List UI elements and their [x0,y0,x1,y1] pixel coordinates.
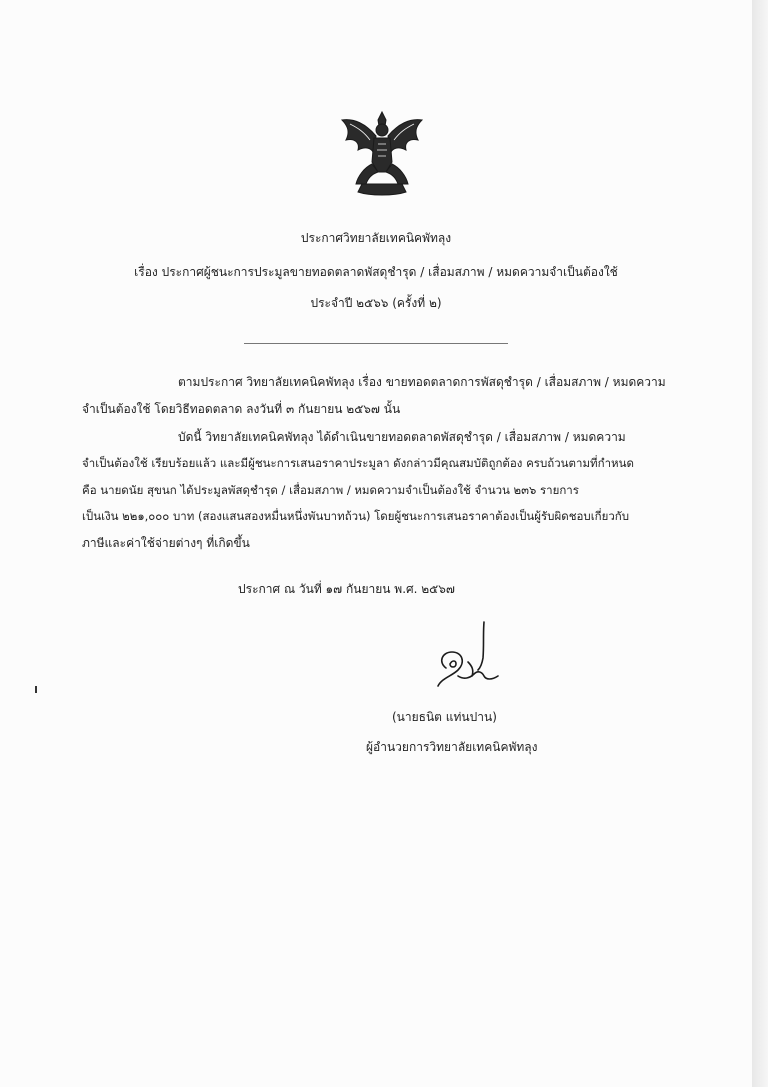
fiscal-year-line: ประจำปี ๒๕๖๖ (ครั้งที่ ๒) [310,296,442,310]
signatory-name: (นายธนิต แท่นปาน) [392,710,497,724]
scan-speck [35,686,37,693]
announcement-date: ประกาศ ณ วันที่ ๑๗ กันยายน พ.ศ. ๒๕๖๗ [238,582,455,596]
paragraph-2-line-5: ภาษีและค่าใช้จ่ายต่างๆ ที่เกิดขึ้น [82,536,250,550]
paragraph-2-line-4: เป็นเงิน ๒๒๑,๐๐๐ บาท (สองแสนสองหมื่นหนึ่งพันบาทถ้วน) โดยผู้ชนะการเสนอราคาต้องเป็นผู้รับผิดชอบเกี่ยวกับ [82,509,630,523]
garuda-emblem [336,110,428,200]
signature [428,620,508,696]
paragraph-1-line-2: จำเป็นต้องใช้ โดยวิธีทอดตลาด ลงวันที่ ๓ กันยายน ๒๕๖๗ นั้น [82,402,401,416]
paragraph-1-line-1: ตามประกาศ วิทยาลัยเทคนิคพัทลุง เรื่อง ขายทอดตลาดการพัสดุชำรุด / เสื่อมสภาพ / หมดความ [178,375,666,389]
scan-edge [752,0,768,1087]
paragraph-2-line-3: คือ นายดนัย สุขนก ได้ประมูลพัสดุชำรุด / เสื่อมสภาพ / หมดความจำเป็นต้องใช้ จำนวน ๒๓๖ รายการ [82,483,579,497]
divider-line [244,343,508,344]
signatory-position: ผู้อำนวยการวิทยาลัยเทคนิคพัทลุง [366,740,538,754]
paragraph-2-line-1: บัดนี้ วิทยาลัยเทคนิคพัทลุง ได้ดำเนินขายทอดตลาดพัสดุชำรุด / เสื่อมสภาพ / หมดความ [178,430,626,444]
paragraph-2-line-2: จำเป็นต้องใช้ เรียบร้อยแล้ว และมีผู้ชนะการเสนอราคาประมูลา ดังกล่าวมีคุณสมบัติถูกต้อง ครบถ้วนตามที่กำหนด [82,456,634,470]
announcement-title: ประกาศวิทยาลัยเทคนิคพัทลุง [300,231,452,245]
announcement-subject: เรื่อง ประกาศผู้ชนะการประมูลขายทอดตลาดพัสดุชำรุด / เสื่อมสภาพ / หมดความจำเป็นต้องใช้ [134,265,618,279]
